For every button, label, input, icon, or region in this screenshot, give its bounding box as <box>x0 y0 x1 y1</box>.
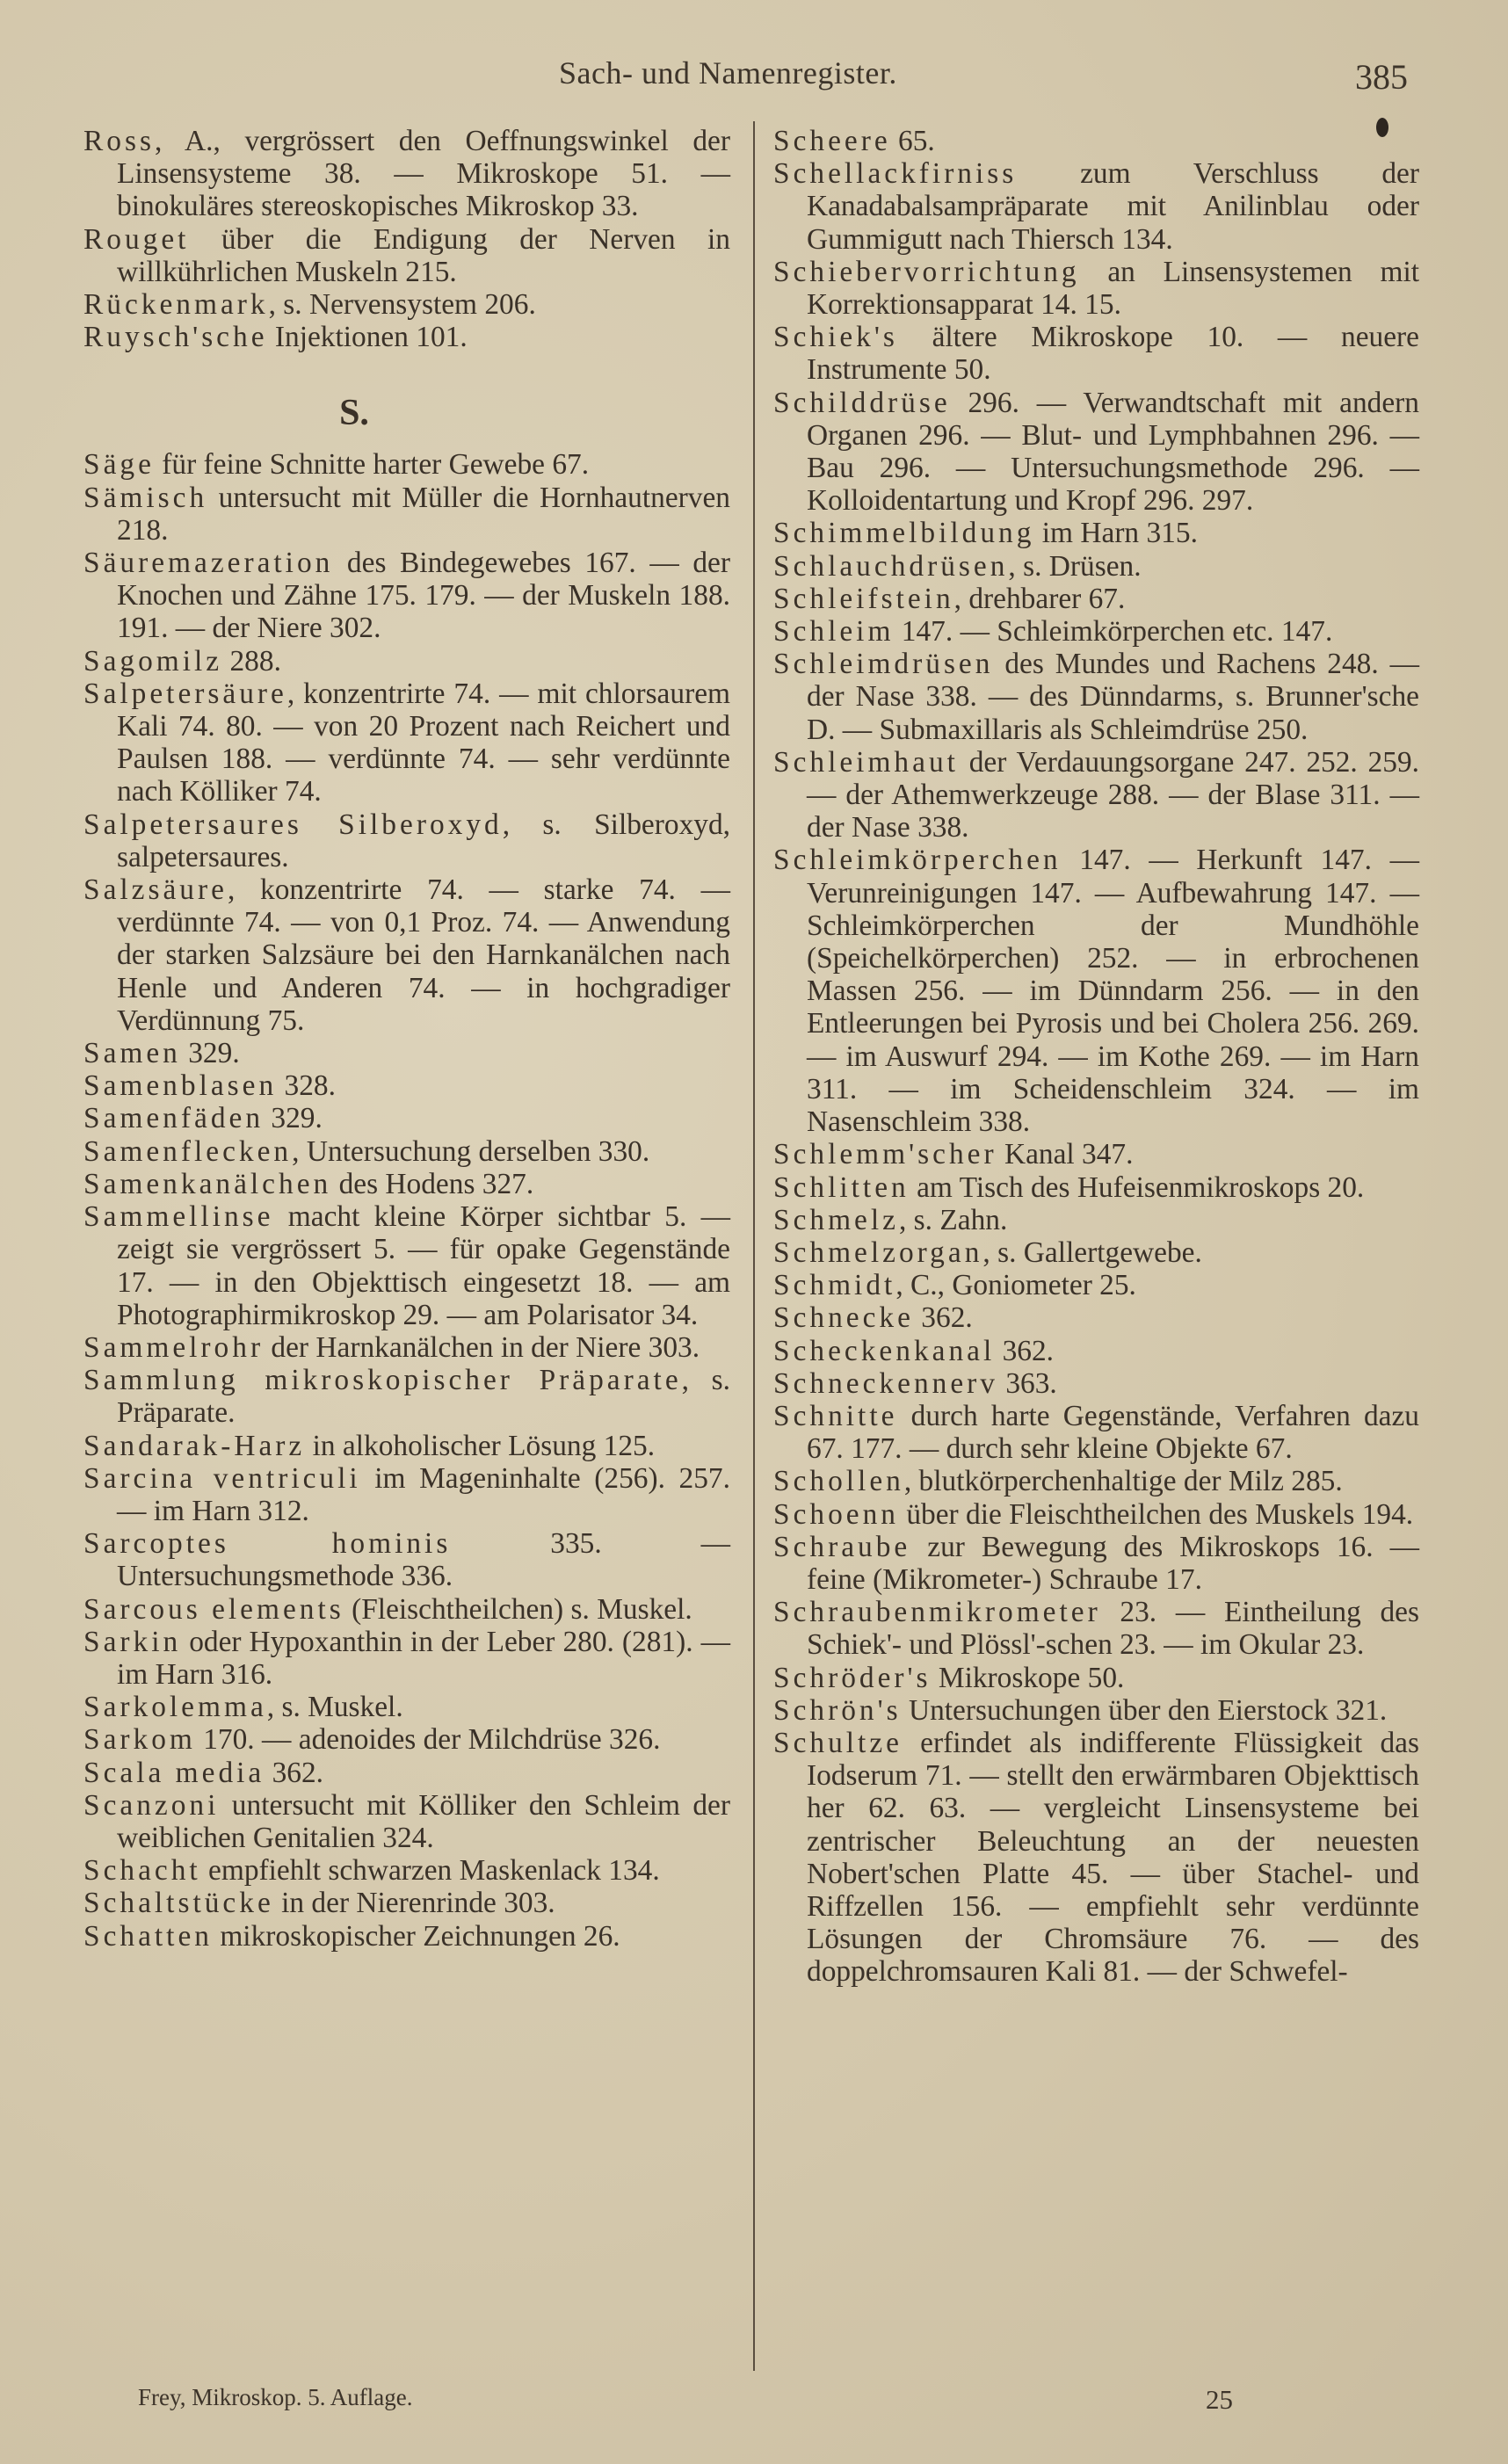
index-entry <box>83 288 730 321</box>
index-references: über die Fleischtheilchen des Muskels 194. <box>899 1497 1414 1531</box>
index-keyword: Schimmelbildung <box>773 517 1035 550</box>
index-references: , s. Drüsen. <box>1008 549 1142 583</box>
index-entry <box>773 157 1419 256</box>
index-keyword: Säge <box>83 448 155 482</box>
index-entry <box>773 648 1419 746</box>
index-keyword: Schröder's <box>773 1661 932 1694</box>
index-entry <box>773 321 1419 386</box>
index-entry <box>83 321 730 353</box>
page-number: 385 <box>1355 57 1408 97</box>
index-references: durch harte Gegenstände, Verfahren dazu 67. 177. — durch sehr kleine Objekte 67. <box>807 1399 1419 1466</box>
index-keyword: Sarkin <box>83 1625 182 1658</box>
index-keyword: Rückenmark <box>83 288 269 322</box>
index-keyword: Sandarak-Harz <box>83 1429 306 1462</box>
index-entry <box>773 583 1419 615</box>
index-entry <box>83 1626 730 1691</box>
index-references: in der Nierenrinde 303. <box>273 1887 555 1920</box>
index-keyword: Schleimhaut <box>773 745 959 779</box>
index-entry <box>773 1465 1419 1497</box>
index-references: , A., vergrössert den Oeffnungswinkel der Linsensysteme 38. — Mikroskope 51. — binokuläres stereoskopisches Mikroskop 33. <box>117 125 730 223</box>
index-references: 328. <box>277 1069 336 1103</box>
index-entry <box>83 1527 730 1592</box>
index-entry <box>773 1269 1419 1301</box>
footer-book-title: Frey, Mikroskop. 5. Auflage. <box>138 2384 413 2410</box>
index-references: 147. — Schleimkörperchen etc. 147. <box>894 615 1333 649</box>
index-keyword: Schatten <box>83 1919 213 1953</box>
index-entry <box>773 1204 1419 1236</box>
index-entry <box>83 1462 730 1527</box>
left-column <box>83 125 730 1953</box>
index-references: , konzentrirte 74. — mit chlorsaurem Kali 74. 80. — von 20 Prozent nach Reichert und Paulsen 188. — verdünnte 74. — sehr verdünnte nach Kölliker 74. <box>117 677 730 808</box>
index-references: 65. <box>890 125 935 157</box>
index-keyword: Sarcoptes hominis <box>83 1527 452 1561</box>
index-keyword: Samenkanälchen <box>83 1167 332 1200</box>
index-entry <box>773 125 1419 157</box>
index-references: 363. <box>997 1366 1057 1400</box>
index-references: 329. <box>180 1037 240 1070</box>
index-entry <box>83 1920 730 1953</box>
index-entry <box>83 223 730 288</box>
index-entry <box>773 1727 1419 1989</box>
index-references: empfiehlt schwarzen Maskenlack 134. <box>200 1854 660 1888</box>
index-entry <box>83 1102 730 1134</box>
index-keyword: Ruysch'sche <box>83 321 268 354</box>
index-entry <box>773 1531 1419 1596</box>
index-keyword: Schiek's <box>773 321 898 354</box>
index-entry <box>83 808 730 873</box>
index-entry <box>773 517 1419 549</box>
index-references: mikroskopischer Zeichnungen 26. <box>212 1919 620 1953</box>
index-references: Mikroskope 50. <box>931 1661 1125 1694</box>
index-entry <box>83 1430 730 1462</box>
index-references: 23. — Eintheilung des Schiek'- und Plössl'-schen 23. — im Okular 23. <box>807 1596 1419 1662</box>
footer-signature: 25 <box>1206 2384 1233 2415</box>
index-entry <box>83 125 730 223</box>
index-entry <box>773 1596 1419 1661</box>
running-title: Sach- und Namenregister. <box>559 55 897 91</box>
index-keyword: Schleimdrüsen <box>773 648 994 681</box>
index-references: , Untersuchung derselben 330. <box>292 1134 650 1168</box>
index-keyword: Sammelrohr <box>83 1330 265 1364</box>
index-references: für feine Schnitte harter Gewebe 67. <box>154 448 590 482</box>
index-references: 329. <box>264 1102 323 1135</box>
index-entry <box>83 1593 730 1626</box>
index-keyword: Scala media <box>83 1756 265 1789</box>
index-entry <box>83 1135 730 1168</box>
index-keyword: Schmelz <box>773 1203 899 1236</box>
left-entries-before-section <box>83 125 730 353</box>
index-entry <box>83 678 730 808</box>
index-entry <box>83 1069 730 1102</box>
index-entry <box>773 1171 1419 1204</box>
index-references: 362. <box>265 1756 324 1789</box>
index-keyword: Salpetersäure <box>83 677 287 710</box>
index-references: der Verdauungsorgane 247. 252. 259. — der Athemwerkzeuge 288. — der Blase 311. — der Nase 338. <box>807 745 1419 844</box>
index-entry <box>773 387 1419 518</box>
index-references: oder Hypoxanthin in der Leber 280. (281). — im Harn 316. <box>117 1625 730 1691</box>
index-keyword: Schnecke <box>773 1301 914 1335</box>
index-references: , C., Goniometer 25. <box>895 1269 1136 1302</box>
index-keyword: Schlitten <box>773 1170 910 1204</box>
index-references: , s. Silberoxyd, salpetersaures. <box>117 808 730 873</box>
index-entry <box>83 1691 730 1723</box>
index-references: ältere Mikroskope 10. — neuere Instrumente 50. <box>807 321 1419 387</box>
right-entries <box>773 125 1419 1989</box>
index-keyword: Schleim <box>773 615 895 649</box>
index-keyword: Sarcous elements <box>83 1592 344 1626</box>
index-keyword: Sämisch <box>83 481 208 514</box>
index-keyword: Schrön's <box>773 1693 902 1727</box>
index-references: der Harnkanälchen in der Niere 303. <box>264 1330 700 1364</box>
index-references: 362. <box>995 1334 1055 1367</box>
index-references: zur Bewegung des Mikroskops 16. — feine (Mikrometer-) Schraube 17. <box>807 1530 1419 1596</box>
index-references: , s. Nervensystem 206. <box>268 288 536 322</box>
index-keyword: Schnitte <box>773 1399 898 1432</box>
index-keyword: Schraube <box>773 1530 911 1563</box>
index-keyword: Schleifstein <box>773 582 954 615</box>
index-keyword: Schollen <box>773 1465 904 1498</box>
index-references: am Tisch des Hufeisenmikroskops 20. <box>909 1170 1365 1204</box>
column-divider <box>753 121 755 2371</box>
index-keyword: Schmidt <box>773 1269 896 1302</box>
index-keyword: Ross <box>83 125 155 157</box>
index-entry <box>83 1887 730 1919</box>
index-keyword: Schleimkörperchen <box>773 844 1062 877</box>
index-keyword: Schiebervorrichtung <box>773 255 1080 288</box>
index-keyword: Schlauchdrüsen <box>773 549 1009 583</box>
index-references: macht kleine Körper sichtbar 5. — zeigt sie vergrössert 5. — für opake Gegenstände 17. — in den Objekttisch eingesetzt 18. — am Photographirmikroskop 29. — am Polarisator 34. <box>117 1200 730 1331</box>
index-references: , s. Gallertgewebe. <box>982 1236 1202 1269</box>
index-references: untersucht mit Müller die Hornhautnerven 218. <box>117 481 730 547</box>
index-references: Kanal 347. <box>997 1138 1134 1171</box>
index-keyword: Scheere <box>773 125 891 157</box>
index-keyword: Schraubenmikrometer <box>773 1596 1101 1629</box>
index-entry <box>773 1400 1419 1465</box>
index-keyword: Samenflecken <box>83 1134 293 1168</box>
index-keyword: Schmelzorgan <box>773 1236 983 1269</box>
index-entry <box>83 448 730 481</box>
index-keyword: Samen <box>83 1037 181 1070</box>
index-references: untersucht mit Kölliker den Schleim der weiblichen Genitalien 324. <box>117 1788 730 1854</box>
index-entry <box>773 1236 1419 1269</box>
index-entry <box>773 550 1419 583</box>
index-keyword: Schlemm'scher <box>773 1138 997 1171</box>
index-entry <box>773 1138 1419 1170</box>
index-entry <box>83 482 730 547</box>
index-entry <box>83 1789 730 1854</box>
index-entry <box>83 1757 730 1789</box>
index-entry <box>83 873 730 1037</box>
index-keyword: Sagomilz <box>83 644 223 678</box>
index-entry <box>773 1367 1419 1400</box>
index-keyword: Schneckennerv <box>773 1366 998 1400</box>
index-references: erfindet als indifferente Flüssigkeit das Iodserum 71. — stellt den erwärmbaren Objekttisch her 62. 63. — vergleicht Linsensysteme bei zentrischer Beleuchtung an der neuesten Nobert'schen Platte 45. — über Stachel- und Riffzellen 156. — empfiehlt sehr verdünnte Lösungen der Chromsäure 76. — des doppelchromsauren Kali 81. — der Schwefel- <box>807 1726 1419 1989</box>
index-entry <box>83 1331 730 1364</box>
index-references: an Linsensystemen mit Korrektionsapparat 14. 15. <box>807 255 1419 322</box>
index-references: 362. <box>913 1301 973 1335</box>
index-entry <box>773 1694 1419 1727</box>
index-references: 147. — Herkunft 147. — Verunreinigungen 147. — Aufbewahrung 147. — Schleimkörperchen der Mundhöhle (Speichelkörperchen) 252. — in erbrochenen Massen 256. — im Dünndarm 256. — in den Entleerungen bei Pyrosis und bei Cholera 256. 269. — im Auswurf 294. — im Kothe 269. — im Harn 311. — im Scheidenschleim 324. — im Nasenschleim 338. <box>807 844 1419 1139</box>
page-header <box>0 54 1508 107</box>
index-keyword: Salpetersaures Silberoxyd <box>83 808 503 841</box>
left-entries <box>83 448 730 1952</box>
index-references: des Bindegewebes 167. — der Knochen und Zähne 175. 179. — der Muskeln 188. 191. — der Niere 302. <box>117 547 730 645</box>
index-entry <box>83 1723 730 1756</box>
index-keyword: Schultze <box>773 1726 903 1759</box>
index-references: , blutkörperchenhaltige der Milz 285. <box>903 1465 1343 1498</box>
right-column <box>773 125 1419 1989</box>
index-references: 296. — Verwandtschaft mit andern Organen 296. — Blut- und Lymphbahnen 296. — Bau 296. — Untersuchungsmethode 296. — Kolloidentartung und Kropf 296. 297. <box>807 386 1419 518</box>
section-letter: S. <box>339 393 369 434</box>
index-keyword: Schellackfirniss <box>773 157 1018 191</box>
index-references: des Hodens 327. <box>331 1167 534 1200</box>
index-references: des Mundes und Rachens 248. — der Nase 338. — des Dünndarms, s. Brunner'sche D. — Submaxillaris als Schleimdrüse 250. <box>807 648 1419 746</box>
index-keyword: Säuremazeration <box>83 547 334 580</box>
index-keyword: Samenblasen <box>83 1069 278 1103</box>
index-keyword: Schacht <box>83 1854 201 1888</box>
index-references: Injektionen 101. <box>267 321 468 354</box>
index-keyword: Sammlung mikroskopischer Präparate <box>83 1364 682 1397</box>
index-references: 288. <box>222 644 281 678</box>
index-references: , s. Muskel. <box>266 1691 403 1724</box>
index-references: 335. — Untersuchungsmethode 336. <box>117 1527 730 1593</box>
index-keyword: Sarcina ventriculi <box>83 1461 361 1495</box>
index-keyword: Schilddrüse <box>773 386 951 419</box>
index-keyword: Sarkom <box>83 1723 196 1757</box>
index-references: , s. Zahn. <box>898 1203 1008 1236</box>
index-references: zum Verschluss der Kanadabalsampräparate mit Anilinblau oder Gummigutt nach Thiersch 134. <box>807 157 1419 256</box>
index-entry <box>83 645 730 678</box>
index-entry <box>773 1498 1419 1531</box>
index-references: , drehbarer 67. <box>953 582 1126 615</box>
index-keyword: Scanzoni <box>83 1788 220 1822</box>
index-entry <box>83 547 730 645</box>
index-keyword: Scheckenkanal <box>773 1334 996 1367</box>
index-references: im Harn 315. <box>1034 517 1198 550</box>
index-references: , konzentrirte 74. — starke 74. — verdünnte 74. — von 0,1 Proz. 74. — Anwendung der starken Salzsäure bei den Harnkanälchen nach Henle und Anderen 74. — in hochgradiger Verdünnung 75. <box>117 873 730 1037</box>
index-entry <box>773 844 1419 1138</box>
index-entry <box>773 1301 1419 1334</box>
index-keyword: Sarkolemma <box>83 1691 267 1724</box>
index-entry <box>83 1037 730 1069</box>
index-entry <box>83 1854 730 1887</box>
index-entry <box>773 256 1419 321</box>
index-keyword: Schaltstücke <box>83 1887 274 1920</box>
index-keyword: Salzsäure <box>83 873 228 907</box>
index-references: , s. Präparate. <box>117 1364 730 1430</box>
index-entry <box>83 1168 730 1200</box>
index-references: in alkoholischer Lösung 125. <box>305 1429 656 1462</box>
index-entry <box>773 615 1419 648</box>
index-entry <box>773 1662 1419 1694</box>
index-keyword: Sammellinse <box>83 1200 274 1234</box>
index-references: (Fleischtheilchen) s. Muskel. <box>344 1592 692 1626</box>
index-references: im Mageninhalte (256). 257. — im Harn 312. <box>117 1461 730 1527</box>
index-keyword: Rouget <box>83 222 190 256</box>
index-references: über die Endigung der Nerven in willkührlichen Muskeln 215. <box>117 222 730 288</box>
index-keyword: Samenfäden <box>83 1102 265 1135</box>
index-entry <box>83 1364 730 1429</box>
index-references: 170. — adenoides der Milchdrüse 326. <box>195 1723 661 1757</box>
index-entry <box>773 746 1419 844</box>
index-references: Untersuchungen über den Eierstock 321. <box>901 1693 1388 1727</box>
index-entry <box>83 1200 730 1331</box>
index-entry <box>773 1335 1419 1367</box>
index-keyword: Schoenn <box>773 1497 899 1531</box>
